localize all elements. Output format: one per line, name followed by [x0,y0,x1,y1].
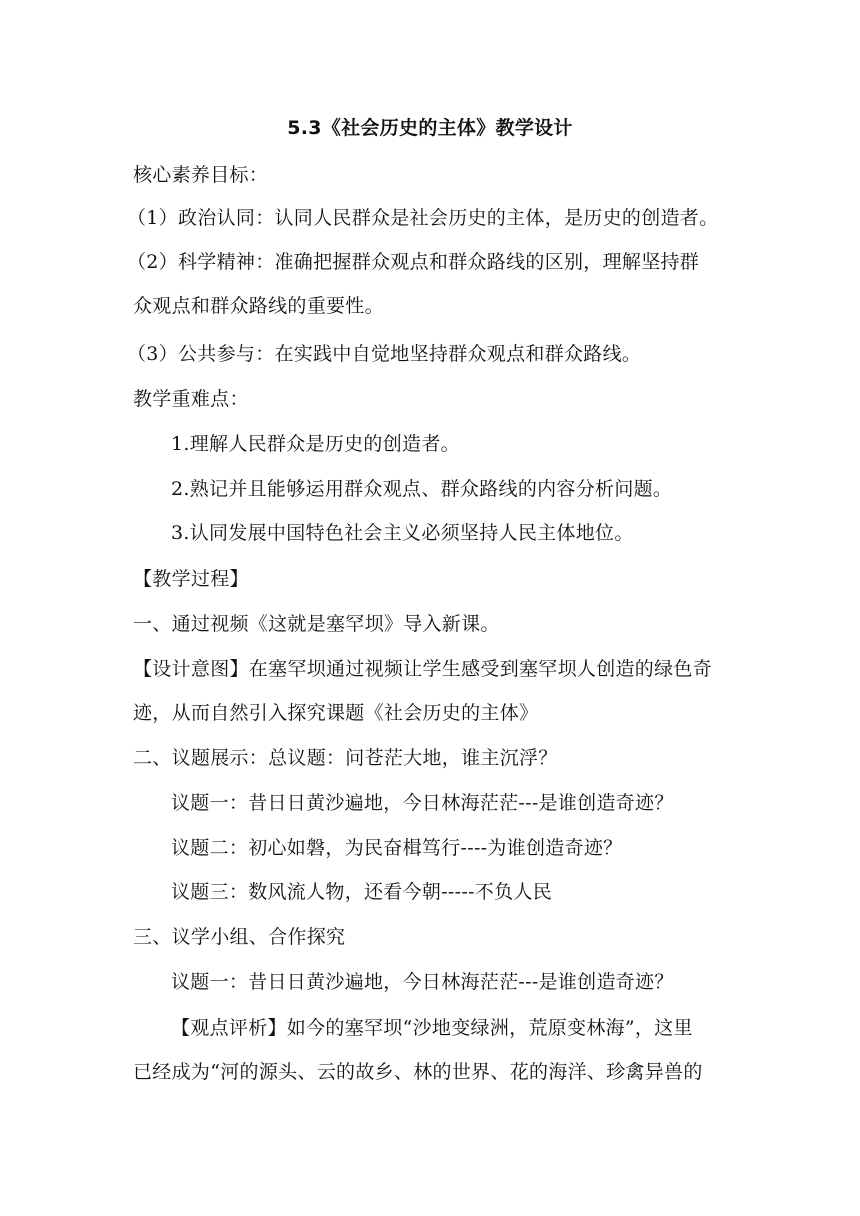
process-step-3: 三、议学小组、合作探究 [133,926,346,948]
topic-2: 议题二：初心如磐，为民奋楫笃行----为谁创造奇迹？ [171,837,623,859]
design-intent-line-1: 【设计意图】在塞罕坝通过视频让学生感受到塞罕坝人创造的绿色奇 [133,658,713,680]
key-point-2: 2.熟记并且能够运用群众观点、群众路线的内容分析问题。 [171,478,673,500]
process-step-2: 二、议题展示：总议题：问苍茫大地，谁主沉浮？ [133,747,558,769]
key-point-1: 1.理解人民群众是历史的创造者。 [171,433,460,455]
topic-1-repeat: 议题一：昔日日黄沙遍地，今日林海茫茫---是谁创造奇迹？ [171,971,674,993]
goal-item-2-line-1: （2）科学精神：准确把握群众观点和群众路线的区别，理解坚持群 [127,251,700,273]
goal-item-2-line-2: 众观点和群众路线的重要性。 [133,295,384,317]
goal-item-3: （3）公共参与：在实践中自觉地坚持群众观点和群众路线。 [127,343,642,365]
topic-1: 议题一：昔日日黄沙遍地，今日林海茫茫---是谁创造奇迹？ [171,792,674,814]
analysis-line-2: 已经成为“河的源头、云的故乡、林的世界、花的海洋、珍禽异兽的 [133,1061,703,1083]
key-point-3: 3.认同发展中国特色社会主义必须坚持人民主体地位。 [171,522,634,544]
topic-3: 议题三：数风流人物，还看今朝-----不负人民 [171,881,553,903]
core-goals-heading: 核心素养目标： [133,164,269,186]
analysis-line-1: 【观点评析】如今的塞罕坝“沙地变绿洲，荒原变林海”，这里 [171,1017,693,1039]
document-title: 5.3《社会历史的主体》教学设计 [287,117,573,139]
key-points-heading: 教学重难点： [133,388,249,410]
design-intent-line-2: 迹，从而自然引入探究课题《社会历史的主体》 [133,702,539,724]
process-step-1: 一、通过视频《这就是塞罕坝》导入新课。 [133,613,500,635]
goal-item-1: （1）政治认同：认同人民群众是社会历史的主体，是历史的创造者。 [127,207,719,229]
process-heading: 【教学过程】 [133,568,249,590]
